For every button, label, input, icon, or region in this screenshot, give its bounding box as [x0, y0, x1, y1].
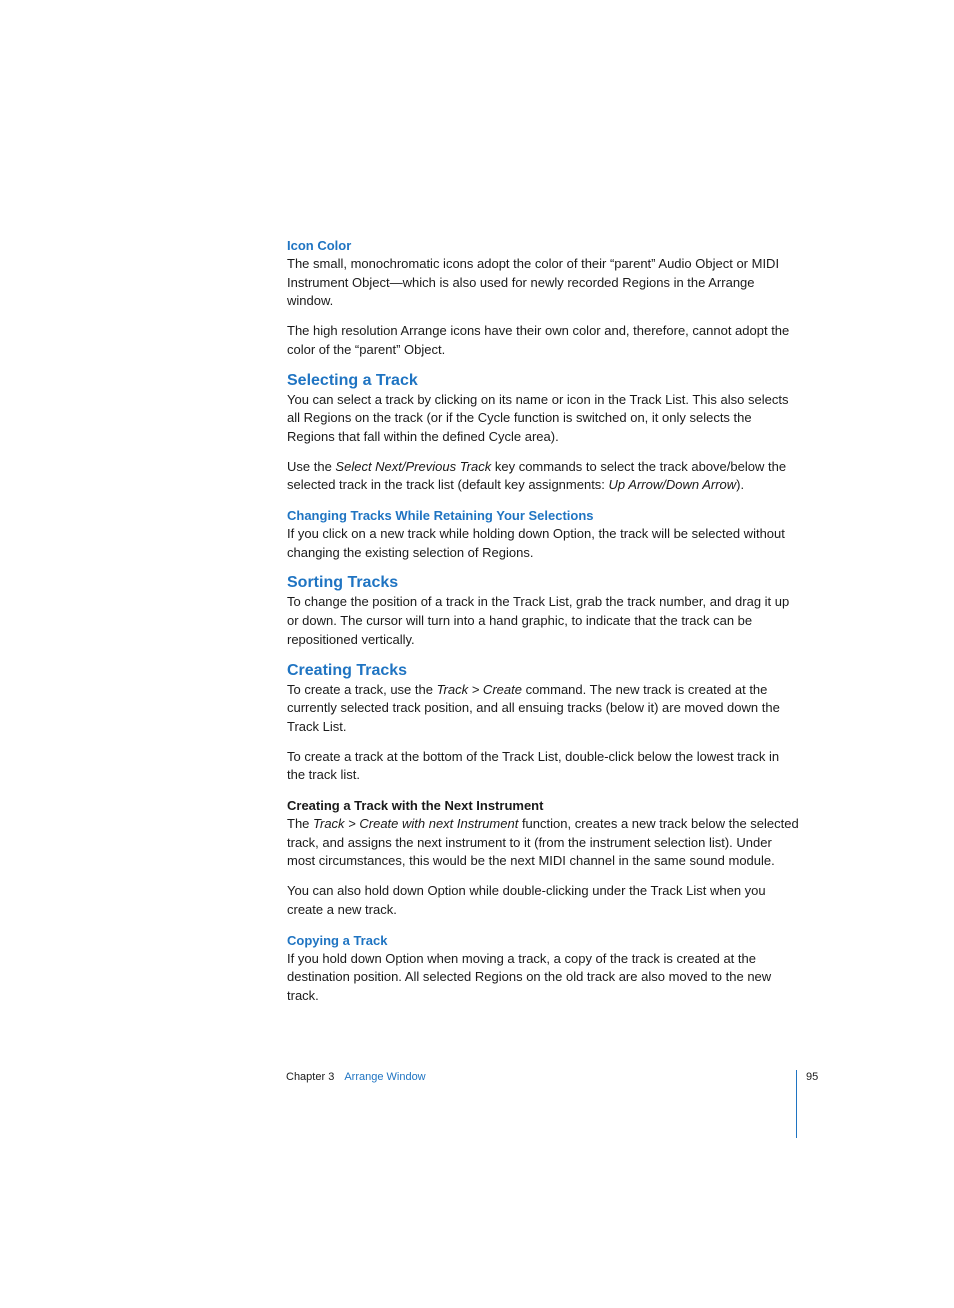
paragraph: To create a track, use the Track > Create command. The new track is created at the currently selected track position, and all ensuing tracks (below it) are moved down the Track List.	[287, 681, 780, 734]
heading-creating-tracks: Creating Tracks	[287, 661, 408, 679]
footer-divider	[796, 1070, 797, 1138]
page-footer	[286, 1069, 426, 1085]
key-assignment: Up Arrow/Down Arrow	[608, 477, 737, 493]
paragraph: If you hold down Option when moving a track, a copy of the track is created at the destination position. All selected Regions on the old track are also moved to the new track.	[287, 950, 772, 1003]
paragraph: To change the position of a track in the Track List, grab the track number, and drag it up or down. The cursor will turn into a hand graphic, to indicate that the track can be repositioned vertically.	[287, 594, 790, 647]
heading-next-instrument: Creating a Track with the Next Instrument	[287, 798, 544, 814]
heading-copying-a-track: Copying a Track	[287, 932, 388, 948]
footer-chapter: Chapter 3	[286, 1071, 335, 1083]
paragraph: If you click on a new track while holding down Option, the track will be selected without changing the existing selection of Regions.	[287, 526, 785, 560]
paragraph: The high resolution Arrange icons have their own color and, therefore, cannot adopt the color of the “parent” Object.	[287, 323, 790, 357]
paragraph: The Track > Create with next Instrument function, creates a new track below the selected track, and assigns the next instrument to it (from the instrument selection list). Under most circumstances, this would be the next MIDI channel in the same sound module.	[287, 816, 799, 869]
heading-icon-color: Icon Color	[287, 238, 352, 253]
paragraph: You can also hold down Option while double-clicking under the Track List when you create a new track.	[287, 883, 766, 917]
paragraph: The small, monochromatic icons adopt the color of their “parent” Audio Object or MIDI Instrument Object—which is also used for newly recorded Regions in the Arrange window.	[287, 256, 780, 309]
command-name: Track > Create with next Instrument	[313, 816, 519, 832]
paragraph: You can select a track by clicking on its name or icon in the Track List. This also selects all Regions on the track (or if the Cycle function is switched on, it only selects the Regions that fall within the defined Cycle area).	[287, 391, 789, 444]
heading-changing-tracks: Changing Tracks While Retaining Your Selections	[287, 508, 594, 524]
command-name: Track > Create	[436, 681, 522, 697]
page-content	[287, 236, 799, 1006]
paragraph: To create a track at the bottom of the Track List, double-click below the lowest track in the track list.	[287, 748, 780, 783]
paragraph: Use the Select Next/Previous Track key commands to select the track above/below the selected track in the track list (default key assignments: Up Arrow/Down Arrow).	[287, 458, 787, 493]
footer-chapter-title: Arrange Window	[344, 1071, 426, 1083]
page-number: 95	[806, 1071, 819, 1083]
heading-sorting-tracks: Sorting Tracks	[287, 574, 399, 592]
heading-selecting-a-track: Selecting a Track	[287, 371, 418, 389]
command-name: Select Next/Previous Track	[335, 458, 492, 474]
